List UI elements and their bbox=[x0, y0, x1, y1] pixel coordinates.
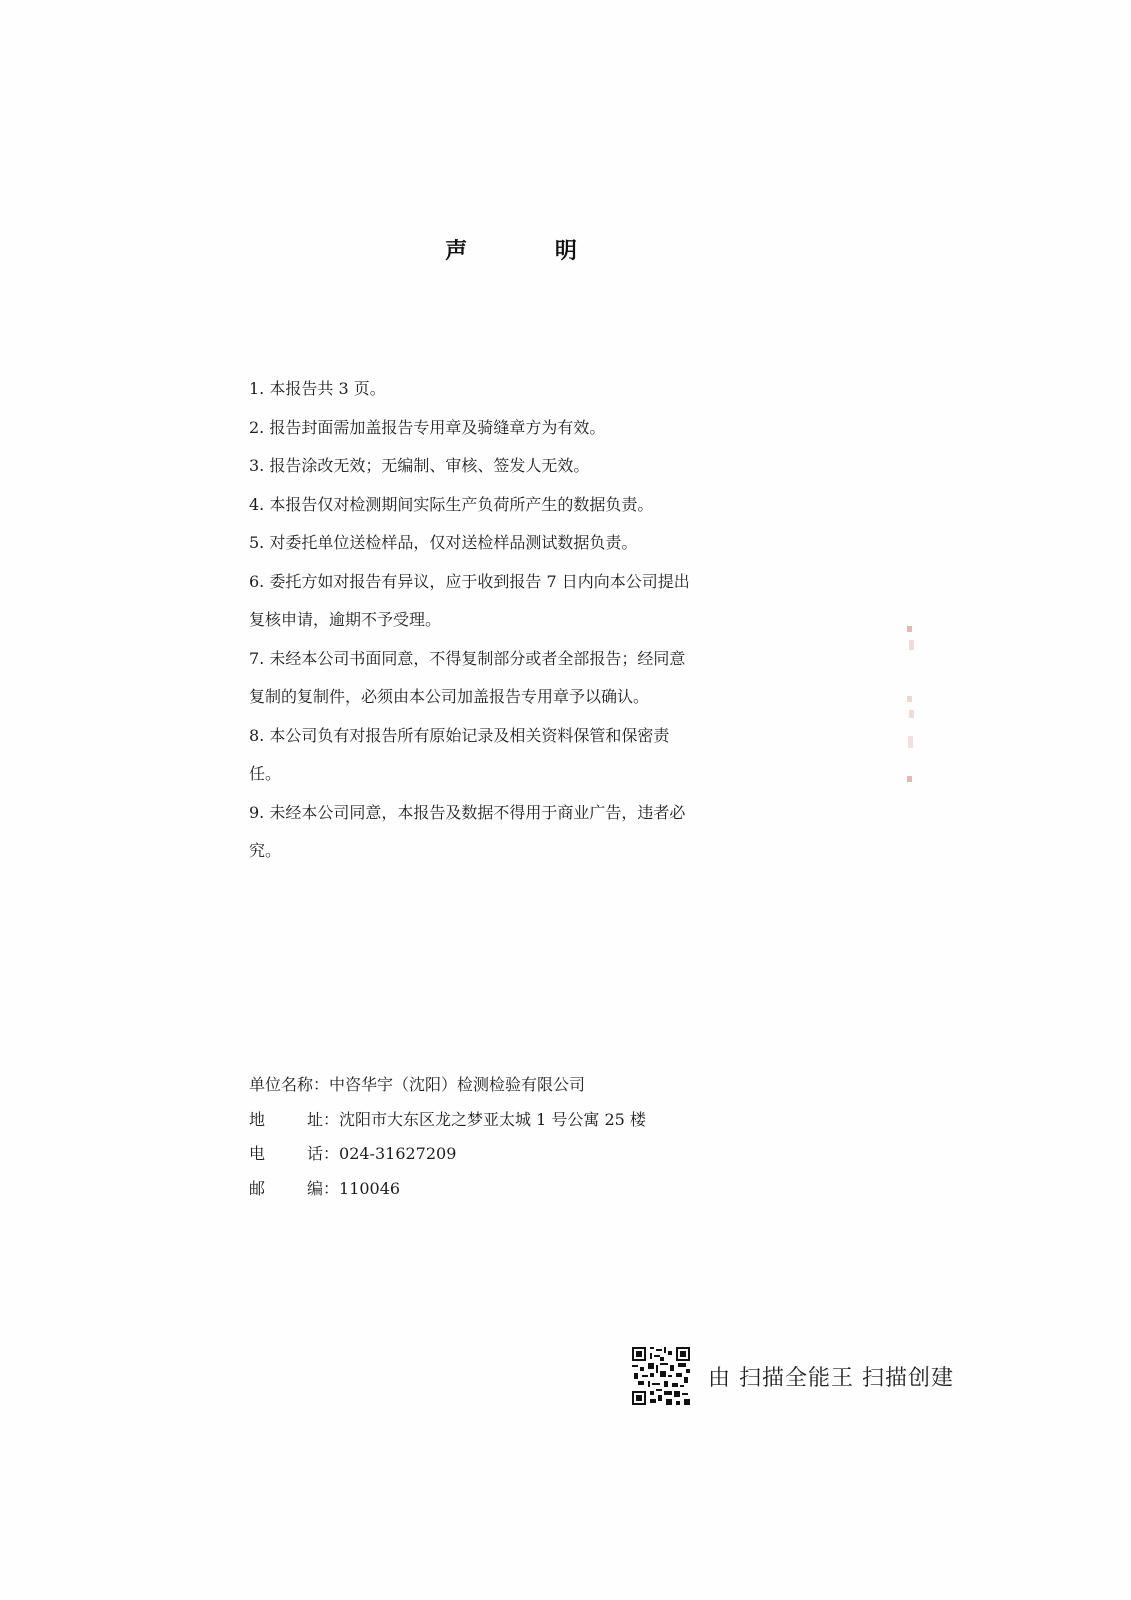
postcode-row bbox=[249, 1172, 646, 1207]
unit-name-value: 中咨华宇（沈阳）检测检验有限公司 bbox=[329, 1075, 586, 1094]
address-label-b: 址： bbox=[307, 1109, 340, 1129]
clause-line: 1. 本报告共 3 页。 bbox=[249, 379, 386, 398]
seal-stamp-fragment bbox=[905, 626, 919, 796]
phone-row bbox=[249, 1137, 646, 1172]
phone-value: 024-31627209 bbox=[339, 1144, 457, 1163]
page-title: 声 明 bbox=[445, 238, 617, 264]
address-label-a: 地 bbox=[249, 1109, 266, 1129]
postcode-value: 110046 bbox=[339, 1178, 401, 1198]
clause-line: 复核申请，逾期不予受理。 bbox=[249, 610, 442, 629]
unit-name-label: 单位名称： bbox=[249, 1075, 330, 1094]
company-info bbox=[249, 1068, 646, 1206]
address-value: 沈阳市大东区龙之梦亚太城 1 号公寓 25 楼 bbox=[339, 1109, 646, 1129]
postcode-label-b: 编： bbox=[307, 1178, 340, 1198]
clause-line: 2. 报告封面需加盖报告专用章及骑缝章方为有效。 bbox=[249, 417, 606, 437]
clause-line: 4. 本报告仅对检测期间实际生产负荷所产生的数据负责。 bbox=[249, 494, 654, 514]
scanner-watermark bbox=[632, 1346, 954, 1406]
address-row bbox=[249, 1103, 646, 1138]
unit-name-row bbox=[249, 1068, 646, 1103]
clause-line: 5. 对委托单位送检样品，仅对送检样品测试数据负责。 bbox=[249, 533, 638, 552]
clause-line: 3. 报告涂改无效；无编制、审核、签发人无效。 bbox=[249, 456, 590, 475]
clause-line: 8. 本公司负有对报告所有原始记录及相关资料保管和保密责 bbox=[249, 725, 670, 745]
phone-label-a: 电 bbox=[249, 1144, 266, 1163]
clause-line: 究。 bbox=[249, 841, 282, 860]
phone-label-b: 话： bbox=[307, 1144, 340, 1163]
clause-line: 任。 bbox=[249, 764, 282, 783]
scanner-caption: 由 扫描全能王 扫描创建 bbox=[708, 1365, 954, 1391]
clause-line: 6. 委托方如对报告有异议，应于收到报告 7 日内向本公司提出 bbox=[249, 571, 690, 591]
statement-clauses bbox=[249, 370, 809, 871]
clause-line: 复制的复制件，必须由本公司加盖报告专用章予以确认。 bbox=[249, 687, 650, 706]
clause-line: 7. 未经本公司书面同意，不得复制部分或者全部报告；经同意 bbox=[249, 648, 686, 668]
clause-line: 9. 未经本公司同意，本报告及数据不得用于商业广告，违者必 bbox=[249, 802, 686, 822]
qr-code-icon bbox=[632, 1347, 690, 1405]
postcode-label-a: 邮 bbox=[249, 1178, 266, 1198]
